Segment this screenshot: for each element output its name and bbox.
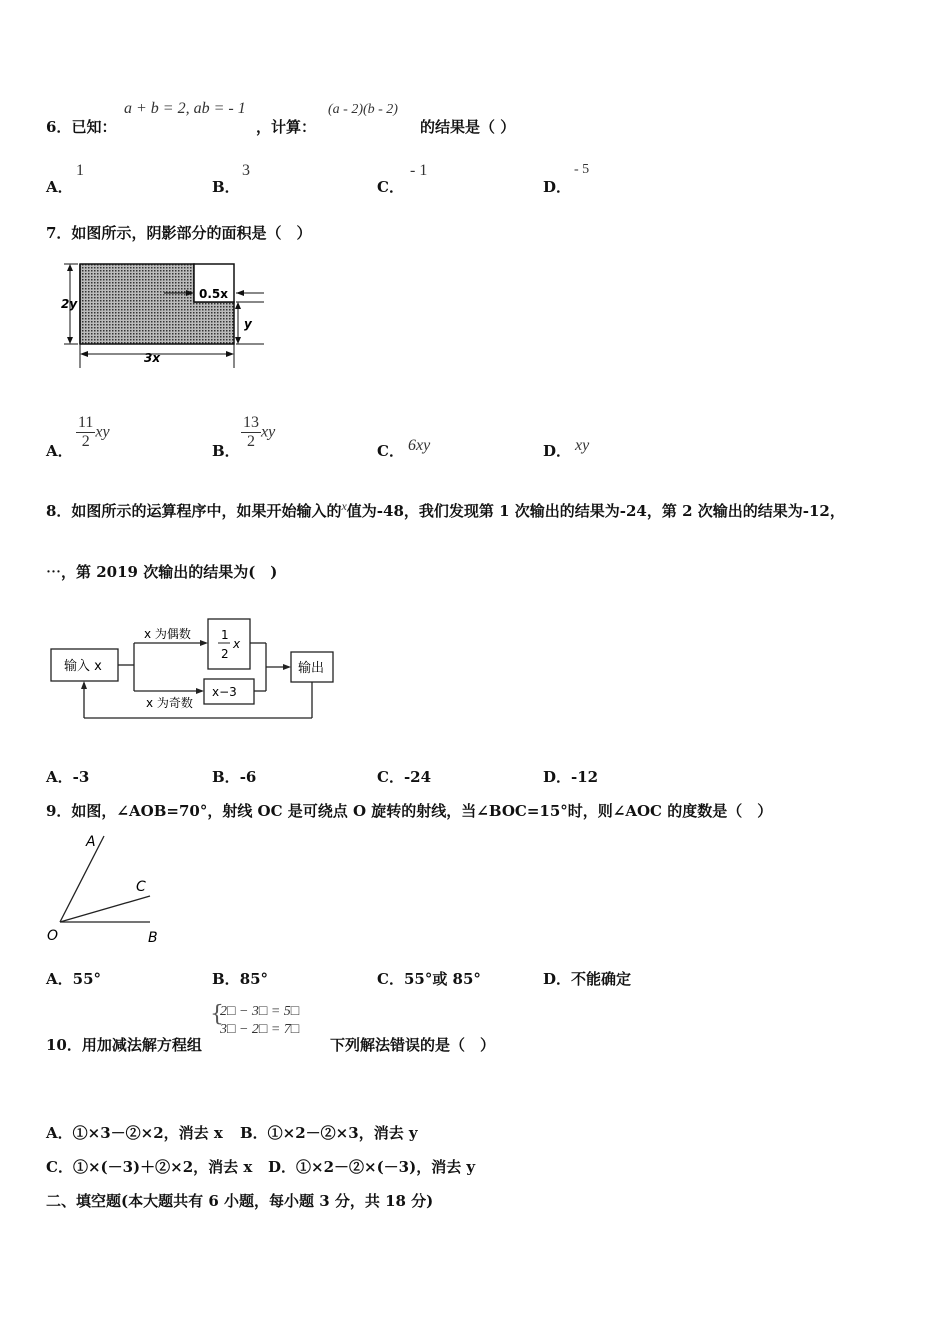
q7-option-c-label: C． [377, 442, 404, 460]
flow-minus-label: x−3 [212, 685, 237, 699]
q6-option-b-label: B． [212, 178, 240, 196]
q6-option-b-value: 3 [242, 162, 250, 179]
q7-stem: 7．如图所示，阴影部分的面积是（ ） [46, 224, 312, 242]
q6-stem: 6．已知： [46, 118, 117, 136]
q10-prefix: 10．用加减法解方程组 [46, 1036, 202, 1054]
q8-option-c: C．-24 [377, 768, 432, 786]
q6-option-a-label: A． [46, 178, 73, 196]
flow-even-label: x 为偶数 [144, 627, 191, 641]
q10-brace: { [210, 1002, 224, 1027]
flow-odd-label: x 为奇数 [146, 696, 193, 710]
q7-label-left: 2y [61, 297, 78, 311]
q7-option-b-value: $\frac{13}{2}$ xy [243, 414, 276, 450]
flow-output-label: 输出 [298, 661, 325, 676]
q6-option-d-value: - 5 [574, 162, 590, 177]
flow-half-den: 2 [221, 647, 229, 661]
q6-option-c-value: - 1 [410, 162, 428, 179]
q8-option-d: D．-12 [543, 768, 599, 786]
q8-stem-line1: 8．如图所示的运算程序中，如果开始输入的$^x$值为-48，我们发现第 1 次输出的结果为-24，第 2 次输出的结果为-12， [46, 499, 845, 520]
q9-label-b: B [148, 930, 158, 946]
q10-option-d: D．①×2－②×(－3)，消去 y [268, 1158, 476, 1176]
q7-option-c-value: 6xy [408, 437, 431, 454]
q6-option-c-label: C． [377, 178, 404, 196]
q7-option-b-label: B． [212, 442, 240, 460]
q6-option-a-value: 1 [76, 162, 84, 179]
q9-label-a: A [86, 834, 96, 850]
q9-stem: 9．如图，∠AOB=70°，射线 OC 是可绕点 O 旋转的射线，当∠BOC=15°时，则∠AOC 的度数是（ ） [46, 802, 773, 820]
q6-expression: (a - 2)(b - 2) [328, 102, 398, 117]
q6-mid: ，计算： [256, 118, 317, 136]
q6-suffix: 的结果是（ ） [420, 118, 516, 136]
q9-angle-figure [44, 830, 174, 948]
q9-label-c: C [136, 879, 146, 895]
q10-suffix: 下列解法错误的是（ ） [330, 1036, 496, 1054]
q8-option-a: A．-3 [46, 768, 90, 786]
q7-figure [58, 258, 273, 373]
q7-option-a-label: A． [46, 442, 73, 460]
ray-oa [60, 836, 104, 922]
q7-label-top-right: 0.5x [199, 287, 228, 301]
ray-oc [60, 896, 150, 922]
q10-option-b: B．①×2－②×3，消去 y [240, 1124, 418, 1142]
q7-option-d-label: D． [543, 442, 572, 460]
flow-input-label: 输入 x [64, 659, 102, 674]
q10-equation-1: 2□ − 3□ = 5□ [220, 1004, 300, 1019]
q9-option-a: A．55° [46, 970, 102, 988]
section-2-heading: 二、填空题(本大题共有 6 小题，每小题 3 分，共 18 分) [46, 1192, 434, 1210]
q10-equation-2: 3□ − 2□ = 7□ [220, 1022, 300, 1037]
q10-option-a: A．①×3－②×2，消去 x [46, 1124, 223, 1142]
q7-option-d-value: xy [575, 437, 590, 454]
q6-option-d-label: D． [543, 178, 572, 196]
q9-option-b: B．85° [212, 970, 269, 988]
q7-label-right: y [244, 317, 252, 331]
q8-option-b: B．-6 [212, 768, 257, 786]
flow-half-num: 1 [221, 628, 229, 642]
q8-flowchart [46, 612, 346, 728]
q9-option-c: C．55°或 85° [377, 970, 481, 988]
q9-label-o: O [47, 928, 59, 944]
flow-half-var: x [233, 637, 241, 651]
q10-option-c: C．①×(－3)＋②×2，消去 x [46, 1158, 253, 1176]
q8-stem-line2: ⋯，第 2019 次输出的结果为( ) [46, 563, 278, 581]
q6-given: a + b = 2, ab = - 1 [124, 100, 246, 117]
q9-option-d: D．不能确定 [543, 970, 632, 988]
q7-label-bottom: 3x [144, 351, 161, 365]
flow-half-box [208, 619, 250, 669]
q7-option-a-value: $\frac{11}{2}$ xy [78, 414, 110, 450]
